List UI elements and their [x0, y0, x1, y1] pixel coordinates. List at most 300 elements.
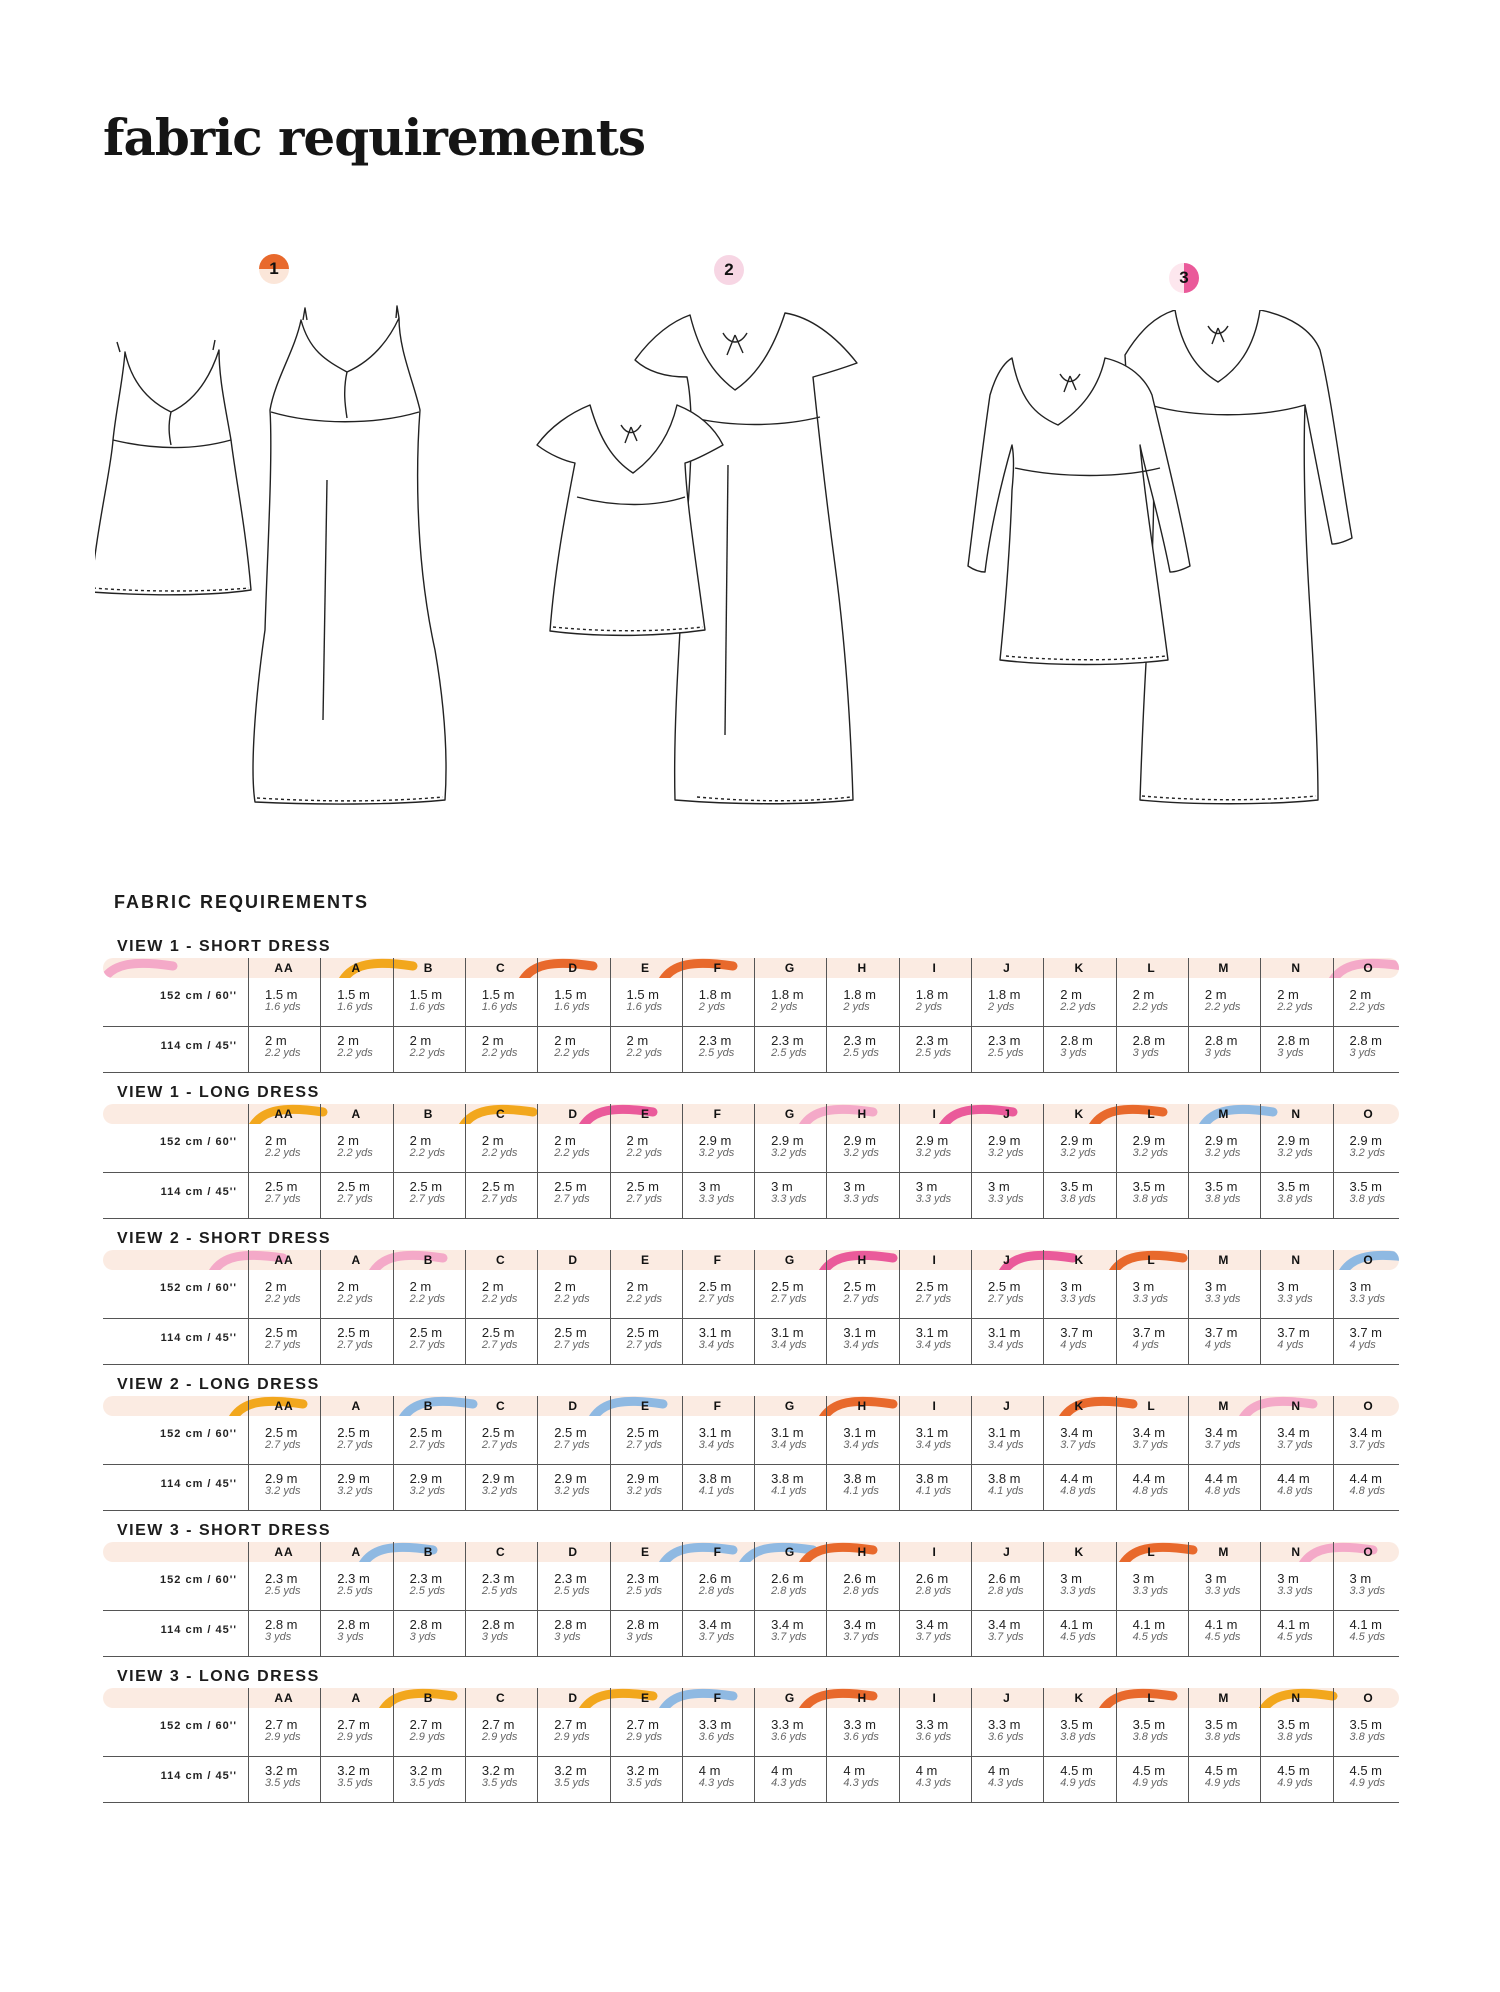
table-cell: [826, 1318, 896, 1362]
yards-value: 2.7 yds: [481, 1193, 518, 1205]
table-cell: [1333, 1610, 1403, 1654]
yards-value: 3.2 yds: [915, 1147, 952, 1159]
yards-value: 2.7 yds: [409, 1193, 446, 1205]
size-header: AA: [274, 1253, 294, 1267]
metres-value: 2.9 m: [337, 1471, 370, 1486]
table-cell: [682, 1026, 752, 1070]
table-cell: [899, 1318, 969, 1362]
size-header: L: [1147, 961, 1156, 975]
metres-value: 1.5 m: [337, 987, 370, 1002]
yards-value: 3.2 yds: [409, 1485, 446, 1497]
metres-value: 3.4 m: [1132, 1425, 1166, 1440]
metres-value: 2.9 m: [265, 1471, 298, 1486]
metres-value: 2 m: [337, 1279, 359, 1294]
table-cell: [1116, 1464, 1186, 1508]
table-cell: [1333, 1026, 1403, 1070]
size-header: AA: [274, 1545, 294, 1559]
yards-value: 3.5 yds: [409, 1777, 446, 1789]
yards-value: 3.2 yds: [554, 1485, 590, 1497]
metres-value: 3.5 m: [1132, 1717, 1166, 1732]
table-cell: [320, 1418, 390, 1462]
metres-value: 4 m: [698, 1763, 721, 1778]
size-header: M: [1218, 1691, 1230, 1705]
yards-value: 3.7 yds: [915, 1631, 952, 1643]
metres-value: 3 m: [698, 1179, 721, 1194]
yards-value: 4.1 yds: [988, 1485, 1024, 1497]
table-cell: [754, 1756, 824, 1800]
size-header: K: [1074, 1691, 1085, 1705]
table-cell: [465, 1710, 535, 1754]
table-cell: [1043, 1272, 1113, 1316]
table-cell: [537, 1318, 607, 1362]
size-header: J: [1003, 1399, 1011, 1413]
yards-value: 4.1 yds: [843, 1485, 879, 1497]
yards-value: 4 yds: [1204, 1339, 1232, 1351]
metres-value: 2.5 m: [554, 1425, 587, 1440]
row-divider: [103, 1218, 1399, 1219]
metres-value: 2 m: [1349, 987, 1372, 1002]
fabric-width-label: 152 cm / 60'': [160, 990, 237, 1002]
metres-value: 2 m: [409, 1279, 432, 1294]
table-cell: [682, 980, 752, 1024]
yards-value: 3.7 yds: [698, 1631, 735, 1643]
table-cell: [248, 1026, 318, 1070]
table-cell: [1116, 1318, 1186, 1362]
yards-value: 3.2 yds: [337, 1485, 373, 1497]
table-cell: [754, 1564, 824, 1608]
size-header: H: [857, 1691, 868, 1705]
metres-value: 2.5 m: [265, 1179, 298, 1194]
yards-value: 3.4 yds: [771, 1439, 807, 1451]
yards-value: 2.2 yds: [265, 1147, 301, 1159]
yards-value: 3.6 yds: [843, 1731, 879, 1743]
size-header: J: [1003, 1253, 1011, 1267]
yards-value: 3.2 yds: [771, 1147, 807, 1159]
yards-value: 3.4 yds: [988, 1339, 1024, 1351]
table-cell: [1333, 980, 1403, 1024]
metres-value: 3.2 m: [265, 1763, 298, 1778]
yards-value: 2.2 yds: [1204, 1001, 1241, 1013]
size-header: H: [857, 1253, 868, 1267]
metres-value: 3.3 m: [771, 1717, 804, 1732]
yards-value: 3.3 yds: [1277, 1585, 1313, 1597]
metres-value: 3.7 m: [1132, 1325, 1166, 1340]
metres-value: 3.4 m: [843, 1617, 876, 1632]
table-cell: [320, 1172, 390, 1216]
yards-value: 2.9 yds: [265, 1731, 301, 1743]
table-cell: [1333, 1464, 1403, 1508]
table-cell: [1333, 1272, 1403, 1316]
size-header: K: [1074, 1107, 1085, 1121]
size-header: B: [423, 1253, 434, 1267]
table-cell: [537, 1172, 607, 1216]
table-row: [103, 1126, 1399, 1170]
row-divider: [103, 1656, 1399, 1657]
metres-value: 3 m: [1204, 1279, 1227, 1294]
table-cell: [1260, 1026, 1330, 1070]
yards-value: 2.2 yds: [1349, 1001, 1385, 1013]
fabric-width-label: 114 cm / 45'': [160, 1186, 237, 1198]
view-1-badge: 1: [259, 254, 289, 284]
size-header: O: [1363, 1691, 1374, 1705]
size-header: M: [1218, 1399, 1230, 1413]
table-row: [103, 1756, 1399, 1800]
table-cell: [1188, 1610, 1258, 1654]
yards-value: 2.2 yds: [481, 1047, 518, 1059]
table-cell: [465, 1318, 535, 1362]
size-header: C: [496, 1691, 506, 1705]
metres-value: 3 m: [1349, 1571, 1372, 1586]
size-header: D: [568, 1691, 579, 1705]
yards-value: 3.3 yds: [988, 1193, 1024, 1205]
table-cell: [610, 1464, 680, 1508]
metres-value: 3.1 m: [771, 1325, 804, 1340]
metres-value: 3.5 m: [1060, 1179, 1093, 1194]
table-cell: [899, 1172, 969, 1216]
table-cell: [826, 1272, 896, 1316]
metres-value: 4.4 m: [1349, 1471, 1383, 1486]
metres-value: 1.5 m: [554, 987, 587, 1002]
size-header: G: [784, 1399, 796, 1413]
table-cell: [1116, 1756, 1186, 1800]
table-cell: [248, 1318, 318, 1362]
size-header: D: [568, 1545, 579, 1559]
metres-value: 2.3 m: [698, 1033, 732, 1048]
table-cell: [826, 980, 896, 1024]
yards-value: 3.6 yds: [771, 1731, 807, 1743]
yards-value: 2.8 yds: [698, 1585, 735, 1597]
yards-value: 2.5 yds: [409, 1585, 446, 1597]
table-cell: [537, 1026, 607, 1070]
metres-value: 3 m: [1349, 1279, 1372, 1294]
metres-value: 2 m: [626, 1133, 649, 1148]
yards-value: 3.5 yds: [337, 1777, 373, 1789]
yards-value: 4.8 yds: [1060, 1485, 1096, 1497]
yards-value: 2.7 yds: [337, 1193, 373, 1205]
table-cell: [465, 1610, 535, 1654]
table-cell: [1188, 1126, 1258, 1170]
size-header: O: [1363, 1399, 1374, 1413]
yards-value: 4.3 yds: [771, 1777, 807, 1789]
table-cell: [320, 1126, 390, 1170]
metres-value: 3.2 m: [481, 1763, 515, 1778]
yards-value: 3.8 yds: [1277, 1731, 1313, 1743]
metres-value: 2.8 m: [626, 1617, 660, 1632]
table-cell: [682, 1418, 752, 1462]
table-cell: [1188, 1756, 1258, 1800]
yards-value: 2.7 yds: [337, 1339, 373, 1351]
table-cell: [1116, 1172, 1186, 1216]
yards-value: 2.5 yds: [771, 1047, 807, 1059]
table-cell: [826, 1126, 896, 1170]
size-header: E: [640, 1253, 650, 1267]
table-cell: [826, 1026, 896, 1070]
metres-value: 3.3 m: [915, 1717, 949, 1732]
metres-value: 1.5 m: [626, 987, 660, 1002]
metres-value: 3.1 m: [988, 1325, 1021, 1340]
table-cell: [248, 980, 318, 1024]
table-cell: [971, 1272, 1041, 1316]
table-cell: [899, 1610, 969, 1654]
metres-value: 3.7 m: [1204, 1325, 1238, 1340]
yards-value: 2 yds: [698, 1001, 726, 1013]
table-cell: [1116, 1418, 1186, 1462]
size-header: K: [1074, 961, 1085, 975]
metres-value: 1.8 m: [988, 987, 1021, 1002]
size-header: C: [496, 961, 506, 975]
size-header: L: [1147, 1253, 1156, 1267]
table-cell: [971, 1026, 1041, 1070]
row-divider: [103, 1026, 1399, 1027]
yards-value: 1.6 yds: [481, 1001, 518, 1013]
table-cell: [1333, 1756, 1403, 1800]
metres-value: 2.3 m: [481, 1571, 515, 1586]
yards-value: 4.1 yds: [771, 1485, 807, 1497]
metres-value: 2.5 m: [337, 1325, 370, 1340]
table-cell: [248, 1172, 318, 1216]
yards-value: 4.1 yds: [915, 1485, 952, 1497]
table-cell: [1260, 1464, 1330, 1508]
table-cell: [1043, 1418, 1113, 1462]
yards-value: 3.8 yds: [1277, 1193, 1313, 1205]
metres-value: 3.8 m: [698, 1471, 732, 1486]
table-cell: [465, 1272, 535, 1316]
table-cell: [971, 1564, 1041, 1608]
yards-value: 4.3 yds: [915, 1777, 952, 1789]
yards-value: 3.2 yds: [1349, 1147, 1385, 1159]
table-cell: [248, 1710, 318, 1754]
table-cell: [754, 980, 824, 1024]
yards-value: 2.2 yds: [337, 1047, 373, 1059]
fabric-width-label: 114 cm / 45'': [160, 1770, 237, 1782]
metres-value: 3.5 m: [1277, 1179, 1310, 1194]
size-header: N: [1291, 1545, 1302, 1559]
table-cell: [393, 1026, 463, 1070]
yards-value: 4.3 yds: [988, 1777, 1024, 1789]
size-header: L: [1147, 1399, 1156, 1413]
metres-value: 3.4 m: [1204, 1425, 1238, 1440]
table-cell: [393, 1318, 463, 1362]
yards-value: 2.7 yds: [626, 1439, 662, 1451]
metres-value: 4.5 m: [1277, 1763, 1310, 1778]
metres-value: 3.1 m: [698, 1325, 732, 1340]
view-2-dress-illustration: [535, 305, 925, 825]
size-header: F: [713, 1691, 722, 1705]
table-cell: [971, 1126, 1041, 1170]
metres-value: 2 m: [626, 1279, 649, 1294]
table-cell: [465, 1126, 535, 1170]
yards-value: 3.7 yds: [1132, 1439, 1169, 1451]
size-header: B: [423, 1399, 434, 1413]
table-row: [103, 1026, 1399, 1070]
table-cell: [610, 1418, 680, 1462]
metres-value: 2.3 m: [771, 1033, 804, 1048]
table-cell: [1188, 1418, 1258, 1462]
metres-value: 2.6 m: [698, 1571, 732, 1586]
metres-value: 2 m: [626, 1033, 649, 1048]
table-cell: [682, 1172, 752, 1216]
table-cell: [1043, 1026, 1113, 1070]
table-row: [103, 1610, 1399, 1654]
yards-value: 2.9 yds: [626, 1731, 662, 1743]
table-cell: [248, 1418, 318, 1462]
size-header: O: [1363, 961, 1374, 975]
yards-value: 4.5 yds: [1132, 1631, 1169, 1643]
metres-value: 2 m: [265, 1279, 287, 1294]
size-header: L: [1147, 1107, 1156, 1121]
table-cell: [1043, 1610, 1113, 1654]
yards-value: 2.7 yds: [988, 1293, 1024, 1305]
yards-value: 2.7 yds: [771, 1293, 807, 1305]
metres-value: 3.1 m: [771, 1425, 804, 1440]
metres-value: 3.5 m: [1349, 1717, 1383, 1732]
yards-value: 4.5 yds: [1349, 1631, 1385, 1643]
metres-value: 2.8 m: [337, 1617, 370, 1632]
yards-value: 1.6 yds: [409, 1001, 446, 1013]
metres-value: 4.5 m: [1060, 1763, 1093, 1778]
yards-value: 3.7 yds: [1277, 1439, 1313, 1451]
table-cell: [1043, 1318, 1113, 1362]
view-1-dress-illustration: [95, 300, 465, 820]
metres-value: 3.5 m: [1349, 1179, 1383, 1194]
table-cell: [248, 1272, 318, 1316]
size-header: J: [1003, 1545, 1011, 1559]
metres-value: 2.9 m: [1204, 1133, 1238, 1148]
yards-value: 3.8 yds: [1204, 1731, 1241, 1743]
yards-value: 3.2 yds: [626, 1485, 662, 1497]
table-cell: [465, 980, 535, 1024]
yards-value: 3.3 yds: [1204, 1293, 1241, 1305]
yards-value: 2.2 yds: [1060, 1001, 1096, 1013]
table-cell: [1260, 1272, 1330, 1316]
metres-value: 3.3 m: [843, 1717, 876, 1732]
metres-value: 1.8 m: [915, 987, 949, 1002]
yards-value: 3.2 yds: [1060, 1147, 1096, 1159]
metres-value: 2.9 m: [1132, 1133, 1166, 1148]
size-header: G: [784, 1545, 796, 1559]
metres-value: 1.8 m: [843, 987, 876, 1002]
yards-value: 2.2 yds: [337, 1147, 373, 1159]
yards-value: 2.5 yds: [265, 1585, 301, 1597]
table-cell: [1188, 1026, 1258, 1070]
metres-value: 3.7 m: [1349, 1325, 1383, 1340]
table-cell: [754, 1418, 824, 1462]
metres-value: 2.5 m: [337, 1179, 370, 1194]
table-cell: [1188, 980, 1258, 1024]
table-cell: [465, 1564, 535, 1608]
yards-value: 4.8 yds: [1204, 1485, 1241, 1497]
table-cell: [899, 1272, 969, 1316]
metres-value: 3.2 m: [554, 1763, 587, 1778]
metres-value: 3 m: [915, 1179, 938, 1194]
yards-value: 2.5 yds: [988, 1047, 1024, 1059]
metres-value: 2.9 m: [1277, 1133, 1310, 1148]
metres-value: 2.8 m: [265, 1617, 298, 1632]
fabric-width-label: 114 cm / 45'': [160, 1040, 237, 1052]
yards-value: 2 yds: [915, 1001, 942, 1013]
table-cell: [971, 1418, 1041, 1462]
table-cell: [1043, 1172, 1113, 1216]
size-header: N: [1291, 1253, 1302, 1267]
yards-value: 2.8 yds: [843, 1585, 879, 1597]
yards-value: 3.8 yds: [1204, 1193, 1241, 1205]
size-header: AA: [274, 1107, 294, 1121]
table-cell: [754, 1172, 824, 1216]
metres-value: 2.6 m: [843, 1571, 876, 1586]
size-header: G: [784, 961, 796, 975]
metres-value: 2.5 m: [481, 1425, 515, 1440]
table-cell: [320, 1564, 390, 1608]
size-header: E: [640, 1399, 650, 1413]
metres-value: 3.5 m: [1277, 1717, 1310, 1732]
size-header: N: [1291, 1107, 1302, 1121]
metres-value: 3 m: [1204, 1571, 1227, 1586]
yards-value: 2.9 yds: [337, 1731, 373, 1743]
page-title: fabric requirements: [103, 108, 645, 167]
table-cell: [537, 1610, 607, 1654]
metres-value: 2.8 m: [481, 1617, 515, 1632]
table-cell: [465, 1026, 535, 1070]
fabric-width-label: 152 cm / 60'': [160, 1574, 237, 1586]
metres-value: 3.5 m: [1060, 1717, 1093, 1732]
yards-value: 3.8 yds: [1132, 1731, 1169, 1743]
size-header: E: [640, 1107, 650, 1121]
table-cell: [826, 1418, 896, 1462]
metres-value: 3.4 m: [1277, 1425, 1310, 1440]
yards-value: 3.3 yds: [1132, 1293, 1169, 1305]
size-header: A: [351, 961, 362, 975]
metres-value: 2.8 m: [1132, 1033, 1166, 1048]
yards-value: 3.3 yds: [843, 1193, 879, 1205]
yards-value: 2.7 yds: [337, 1439, 373, 1451]
yards-value: 3.4 yds: [843, 1339, 879, 1351]
metres-value: 2.9 m: [843, 1133, 876, 1148]
fabric-width-label: 152 cm / 60'': [160, 1282, 237, 1294]
table-cell: [320, 1756, 390, 1800]
yards-value: 3.4 yds: [988, 1439, 1024, 1451]
table-title: VIEW 1 - LONG DRESS: [117, 1084, 320, 1101]
table-cell: [1333, 1710, 1403, 1754]
metres-value: 3.2 m: [626, 1763, 660, 1778]
yards-value: 4.9 yds: [1277, 1777, 1313, 1789]
yards-value: 2.7 yds: [265, 1193, 301, 1205]
yards-value: 3.3 yds: [698, 1193, 735, 1205]
yards-value: 2.2 yds: [481, 1147, 518, 1159]
yards-value: 3.8 yds: [1349, 1193, 1385, 1205]
table-cell: [682, 1564, 752, 1608]
table-cell: [1333, 1126, 1403, 1170]
metres-value: 3.8 m: [771, 1471, 804, 1486]
metres-value: 2.5 m: [265, 1425, 298, 1440]
yards-value: 3.8 yds: [1349, 1731, 1385, 1743]
metres-value: 2.7 m: [265, 1717, 298, 1732]
table-cell: [754, 1318, 824, 1362]
yards-value: 3.2 yds: [1132, 1147, 1169, 1159]
yards-value: 2.7 yds: [698, 1293, 735, 1305]
table-cell: [899, 1464, 969, 1508]
table-cell: [610, 980, 680, 1024]
size-header: B: [423, 1545, 434, 1559]
table-cell: [537, 980, 607, 1024]
table-cell: [393, 980, 463, 1024]
table-cell: [1043, 1756, 1113, 1800]
table-cell: [610, 1318, 680, 1362]
metres-value: 2.8 m: [1349, 1033, 1383, 1048]
yards-value: 2 yds: [771, 1001, 798, 1013]
metres-value: 2 m: [1060, 987, 1082, 1002]
metres-value: 2.9 m: [409, 1471, 443, 1486]
metres-value: 2.8 m: [409, 1617, 443, 1632]
